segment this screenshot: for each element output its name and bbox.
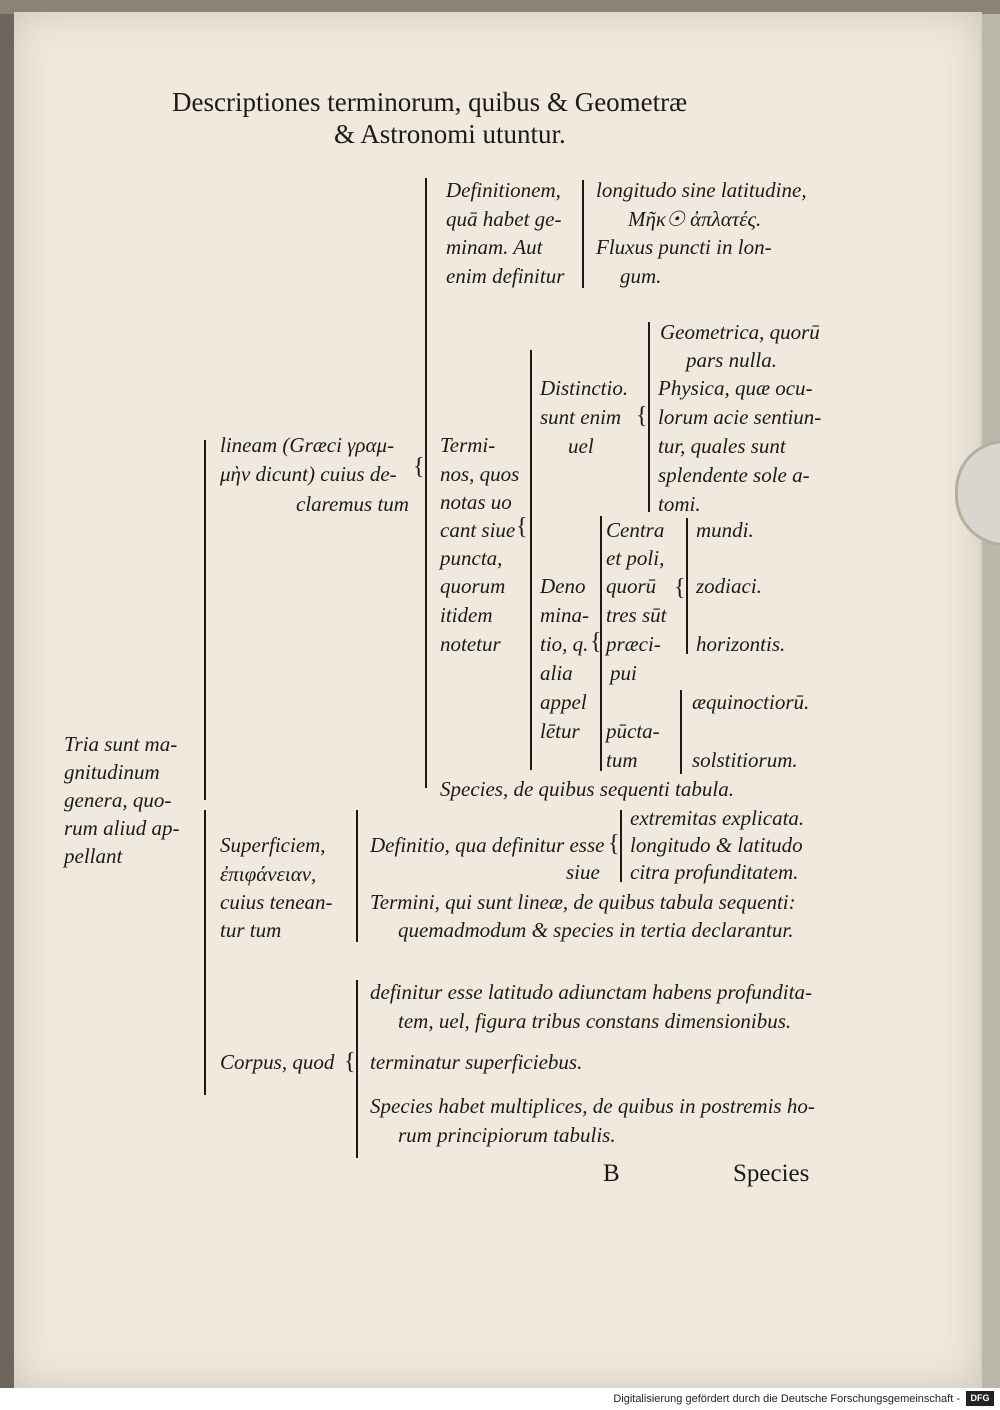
- physica-line: splendente sole a-: [658, 463, 810, 487]
- distinctio-brace: [648, 322, 650, 512]
- lineam-label-line: lineam (Græci γραμ-: [220, 433, 395, 457]
- superficiem-definitio-line: siue: [566, 860, 600, 884]
- root-label-line: gnitudinum: [64, 760, 160, 784]
- terminos-line: puncta,: [440, 546, 503, 570]
- definitionem-line: minam. Aut: [446, 235, 543, 259]
- superficiem-label-line: cuius tenean-: [220, 890, 333, 914]
- terminos-line: cant siue: [440, 518, 516, 542]
- geometrica-line: pars nulla.: [686, 348, 778, 372]
- definition-b-line: gum.: [620, 264, 662, 288]
- terminos-line: Termi-: [440, 433, 496, 457]
- brace-glyph: {: [344, 1049, 356, 1075]
- superficiem-definitio-line: Definitio, qua definitur esse: [370, 833, 605, 857]
- denominatio-line: lētur: [540, 719, 580, 743]
- definition-b-line: Fluxus puncti in lon-: [596, 235, 772, 259]
- distinctio-line: sunt enim: [540, 405, 622, 429]
- brace-glyph: {: [413, 454, 425, 480]
- corpus-item-line: tem, uel, figura tribus constans dimensionibus.: [398, 1009, 792, 1033]
- species-line: Species, de quibus sequenti tabula.: [440, 777, 734, 801]
- definition-a-line: longitudo sine latitudine,: [596, 178, 807, 202]
- lineam-label-line: claremus tum: [296, 492, 409, 516]
- centra-item: mundi.: [696, 518, 754, 542]
- corpus-label: Corpus, quod: [220, 1050, 335, 1074]
- root-label-line: pellant: [64, 844, 123, 868]
- definitionem-line: Definitionem,: [446, 178, 561, 202]
- centra-line: et poli,: [606, 546, 665, 570]
- definitionem-brace: [582, 180, 584, 288]
- terminos-line: notetur: [440, 632, 501, 656]
- puncta-item: solstitiorum.: [692, 748, 798, 772]
- superficiem-label-line: Superficiem,: [220, 833, 326, 857]
- root-label-line: rum aliud ap-: [64, 816, 180, 840]
- superficiem-brace: [356, 810, 358, 942]
- puncta-brace: [680, 690, 682, 774]
- brace-glyph: {: [516, 514, 528, 540]
- centra-line: quorū: [606, 574, 657, 598]
- distinctio-line: uel: [568, 434, 594, 458]
- corpus-item-line: Species habet multiplices, de quibus in postremis ho-: [370, 1094, 815, 1118]
- terminos-line: notas uo: [440, 490, 512, 514]
- root-label-line: Tria sunt ma-: [64, 732, 178, 756]
- distinctio-line: Distinctio.: [540, 376, 629, 400]
- centra-item: horizontis.: [696, 632, 786, 656]
- physica-line: Physica, quæ ocu-: [658, 376, 813, 400]
- centra-line: tres sūt: [606, 603, 667, 627]
- physica-line: tomi.: [658, 492, 701, 516]
- superficiem-label-line: ἐπιφάνειαν,: [220, 862, 317, 886]
- terminos-line: quorum: [440, 574, 506, 598]
- definitio-item: extremitas explicata.: [630, 806, 805, 830]
- puncta-item: æquinoctiorū.: [692, 690, 810, 714]
- termini-line: quemadmodum & species in tertia declarantur.: [398, 918, 794, 942]
- definitionem-line: quā habet ge-: [446, 207, 562, 231]
- denominatio-line: appel: [540, 690, 587, 714]
- centra-brace: [686, 518, 688, 654]
- denominatio-line: mina-: [540, 603, 589, 627]
- definitio-brace: [620, 810, 622, 882]
- signature-mark: B: [603, 1160, 620, 1187]
- definitio-item: citra profunditatem.: [630, 860, 799, 884]
- brace-glyph: {: [636, 403, 648, 429]
- dfg-logo: DFG: [966, 1391, 994, 1406]
- definition-a-line: Μῆκ☉ ἀπλατές.: [628, 207, 762, 231]
- page-title-line-1: Descriptiones terminorum, quibus & Geometræ: [172, 87, 688, 117]
- terminos-line: itidem: [440, 603, 493, 627]
- denominatio-line: alia: [540, 661, 573, 685]
- footer-credit: Digitalisierung gefördert durch die Deutsche Forschungsgemeinschaft -: [613, 1393, 960, 1405]
- corpus-brace: [356, 980, 358, 1158]
- denominatio-brace: [600, 516, 602, 771]
- centra-item: zodiaci.: [696, 574, 762, 598]
- catchword: Species: [733, 1160, 810, 1187]
- terminos-line: nos, quos: [440, 462, 520, 486]
- geometrica-line: Geometrica, quorū: [660, 320, 820, 344]
- superficiem-label-line: tur tum: [220, 918, 282, 942]
- corpus-item-line: definitur esse latitudo adiunctam habens profundita-: [370, 980, 812, 1004]
- centra-line: Centra: [606, 518, 665, 542]
- puncta-line: pūcta-: [606, 719, 660, 743]
- physica-line: lorum acie sentiun-: [658, 405, 822, 429]
- lineam-label-line: μὴν dicunt) cuius de-: [220, 462, 397, 486]
- page-title-line-2: & Astronomi utuntur.: [334, 119, 566, 149]
- root-brace-upper: [204, 440, 206, 800]
- physica-line: tur, quales sunt: [658, 434, 786, 458]
- brace-glyph: {: [608, 831, 620, 857]
- root-brace-lower: [204, 810, 206, 1095]
- denominatio-line: Deno: [540, 574, 586, 598]
- denominatio-line: tio, q.: [540, 632, 589, 656]
- centra-line: præci-: [606, 632, 661, 656]
- centra-line: pui: [610, 661, 637, 685]
- terminos-brace: [530, 350, 532, 770]
- brace-glyph: {: [590, 629, 602, 655]
- termini-line: Termini, qui sunt lineæ, de quibus tabula sequenti:: [370, 890, 796, 914]
- corpus-item-line: terminatur superficiebus.: [370, 1050, 583, 1074]
- root-label-line: genera, quo-: [64, 788, 172, 812]
- corpus-item-line: rum principiorum tabulis.: [398, 1123, 616, 1147]
- lineam-brace: [425, 178, 427, 788]
- definitionem-line: enim definitur: [446, 264, 565, 288]
- brace-glyph: {: [674, 575, 686, 601]
- puncta-line: tum: [606, 748, 638, 772]
- definitio-item: longitudo & latitudo: [630, 833, 803, 857]
